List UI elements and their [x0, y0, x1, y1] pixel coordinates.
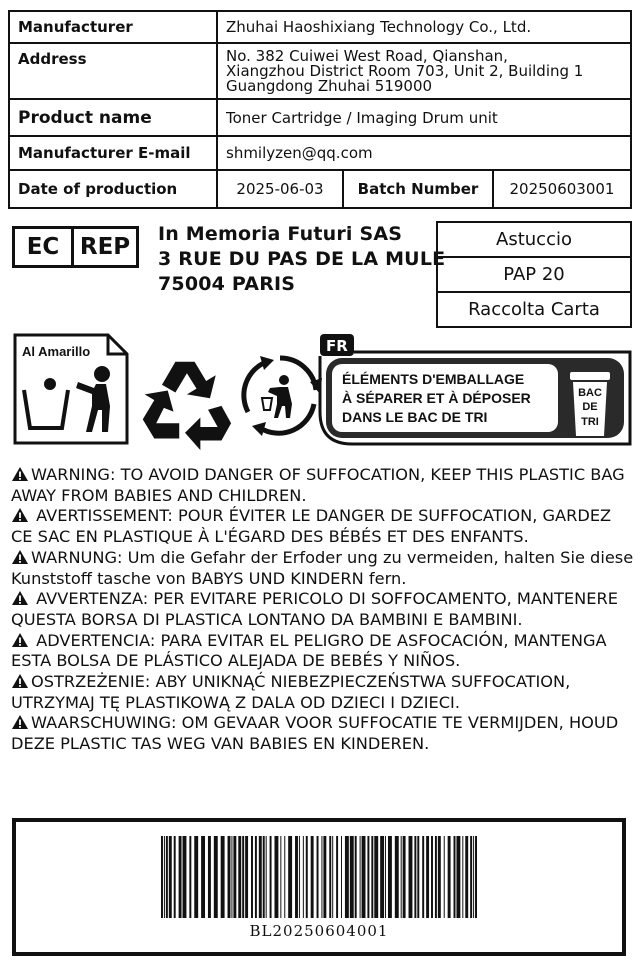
warning-it-text: AVVERTENZA: PER EVITARE PERICOLO DI SOFFOCAMENTO, MANTENERE QUESTA BORSA DI PLASTICA LONTANO DA BAMBINI E BAMBINI.: [11, 589, 618, 629]
barcode-bar: [189, 836, 191, 918]
recycling-symbols-row: [12, 332, 632, 450]
barcode-bar: [475, 836, 477, 918]
barcode-bar: [470, 836, 472, 918]
rep-line-1: In Memoria Futuri SAS: [158, 223, 403, 245]
manufacturer-value: Zhuhai Haoshixiang Technology Co., Ltd.: [217, 11, 631, 43]
address-line-2: Xiangzhou District Room 703, Unit 2, Building 1: [226, 61, 584, 80]
barcode-bar: [161, 836, 163, 918]
triman-country: FR: [326, 337, 348, 355]
bin-line-2: DE: [582, 401, 598, 413]
barcode-bar: [274, 836, 278, 918]
barcode-bar: [263, 836, 265, 918]
barcode-bar: [311, 836, 314, 918]
barcode-bar: [231, 836, 232, 918]
barcode-bar: [303, 836, 304, 918]
barcode-bar: [444, 836, 445, 918]
barcode-bar: [380, 836, 384, 918]
triman-line-1: ÉLÉMENTS D'EMBALLAGE: [342, 371, 525, 387]
barcode-bar: [299, 836, 300, 918]
barcode-bar: [385, 836, 386, 918]
barcode-bar: [266, 836, 267, 918]
row-address: [9, 43, 631, 99]
warning-triangle-icon: [11, 714, 29, 730]
barcode-bar: [388, 836, 392, 918]
barcode-bar: [332, 836, 333, 918]
barcode-bar: [362, 836, 366, 918]
suffocation-warnings: [11, 465, 636, 755]
barcode-bar: [166, 836, 168, 918]
barcode-bar: [336, 836, 338, 918]
barcode-icon: [161, 836, 477, 918]
rep-line-2: 3 RUE DU PAS DE LA MULE: [158, 248, 446, 270]
al-amarillo-icon: [12, 332, 130, 446]
barcode-bar: [371, 836, 373, 918]
packaging-material-table: [436, 221, 632, 328]
tidyman-recycle-icon: [236, 352, 324, 436]
barcode-bar: [374, 836, 378, 918]
barcode-bar: [350, 836, 354, 918]
barcode-bar: [201, 836, 205, 918]
barcode-bar: [422, 836, 424, 918]
warning-de-text: WARNUNG: Um die Gefahr der Erfoder ung zu vermeiden, halten Sie diese Kunststoff tasche von BABYS UND KINDERN fern.: [11, 547, 634, 588]
row-product: [9, 99, 631, 136]
warning-triangle-icon: [11, 466, 29, 482]
barcode-bar: [221, 836, 225, 918]
barcode-bar: [251, 836, 253, 918]
warning-de: [11, 548, 636, 589]
barcode-bar: [284, 836, 285, 918]
warning-en-text: WARNING: TO AVOID DANGER OF SUFFOCATION, KEEP THIS PLASTIC BAG AWAY FROM BABIES AND CHILDREN.: [11, 465, 625, 505]
barcode-bar: [288, 836, 292, 918]
barcode-bar: [360, 836, 361, 918]
rep-line-3: 75004 PARIS: [158, 273, 296, 295]
barcode-bar: [465, 836, 468, 918]
barcode-bar: [462, 836, 463, 918]
barcode-bar: [341, 836, 342, 918]
barcode-bar: [228, 836, 231, 918]
warning-triangle-icon: [11, 673, 29, 689]
barcode-bar: [179, 836, 182, 918]
barcode-bar: [403, 836, 406, 918]
product-value: Toner Cartridge / Imaging Drum unit: [217, 99, 631, 136]
product-info-table: [8, 10, 632, 209]
barcode-bar: [329, 836, 331, 918]
eu-representative-address: [158, 222, 445, 297]
barcode-bar: [367, 836, 369, 918]
recycle-icon: [136, 356, 234, 452]
manufacturer-label: Manufacturer: [9, 11, 217, 43]
warning-es-text: ADVERTENCIA: PARA EVITAR EL PELIGRO DE ASFOCACIÓN, MANTENGA ESTA BOLSA DE PLÁSTICO ALEJADA DE BEBÉS Y NIÑOS.: [11, 630, 607, 671]
triman-line-3: DANS LE BAC DE TRI: [342, 409, 488, 425]
address-line-3: Guangdong Zhuhai 519000: [226, 76, 433, 95]
email-label: Manufacturer E-mail: [9, 136, 217, 170]
barcode-bar: [414, 836, 416, 918]
barcode-bar: [214, 836, 218, 918]
material-pap20: PAP 20: [437, 257, 631, 292]
warning-triangle-icon: [11, 507, 29, 523]
barcode-panel: [12, 818, 626, 956]
barcode-bar: [323, 836, 326, 918]
barcode-bar: [317, 836, 319, 918]
email-value: shmilyzen@qq.com: [217, 136, 631, 170]
warning-triangle-icon: [11, 590, 29, 606]
barcode-bar: [208, 836, 211, 918]
barcode-bar: [321, 836, 322, 918]
barcode-bar: [169, 836, 172, 918]
barcode-number: BL20250604001: [249, 922, 389, 940]
barcode-bar: [245, 836, 248, 918]
barcode-bar: [280, 836, 281, 918]
warning-triangle-icon: [11, 549, 29, 565]
batch-value: 20250603001: [493, 170, 631, 208]
warning-en: [11, 465, 636, 506]
warning-fr: [11, 506, 636, 547]
barcode-bar: [456, 836, 460, 918]
barcode-bar: [238, 836, 241, 918]
barcode-bar: [473, 836, 474, 918]
barcode-bar: [448, 836, 451, 918]
barcode-bar: [194, 836, 198, 918]
address-line-1: No. 382 Cuiwei West Road, Qianshan,: [226, 46, 508, 65]
address-label: Address: [9, 43, 217, 99]
warning-nl-text: WAARSCHUWING: OM GEVAAR VOOR SUFFOCATIE TE VERMIJDEN, HOUD DEZE PLASTIC TAS WEG VAN BABIES EN KINDEREN.: [11, 713, 619, 754]
material-raccolta: Raccolta Carta: [437, 292, 631, 327]
row-manufacturer: [9, 11, 631, 43]
barcode-bar: [454, 836, 456, 918]
al-amarillo-label: Al Amarillo: [22, 344, 91, 359]
batch-label: Batch Number: [343, 170, 493, 208]
barcode-bar: [306, 836, 308, 918]
row-email: [9, 136, 631, 170]
barcode-bar: [174, 836, 176, 918]
date-label: Date of production: [9, 170, 217, 208]
barcode-bar: [164, 836, 165, 918]
date-value: 2025-06-03: [217, 170, 343, 208]
triman-line-2: À SÉPARER ET À DÉPOSER: [342, 390, 531, 406]
barcode-bar: [435, 836, 437, 918]
warning-pl-text: OSTRZEŻENIE: ABY UNIKNĄĆ NIEBEZPIECZEŃSTWA SUFFOCATION, UTRZYMAJ TĘ PLASTIKOWĄ Z DALA OD DZIECI I DZIECI.: [11, 672, 571, 712]
triman-info-tri-icon: [318, 332, 634, 448]
barcode-bar: [255, 836, 257, 918]
address-value: [217, 43, 631, 99]
product-label: Product name: [9, 99, 217, 136]
warning-pl: [11, 672, 636, 713]
bin-line-1: BAC: [578, 387, 602, 399]
barcode-bar: [233, 836, 236, 918]
warning-nl: [11, 713, 636, 754]
barcode-bar: [438, 836, 441, 918]
barcode-bar: [259, 836, 262, 918]
barcode-bar: [417, 836, 419, 918]
barcode-bar: [355, 836, 357, 918]
warning-fr-text: AVERTISSEMENT: POUR ÉVITER LE DANGER DE SUFFOCATION, GARDEZ CE SAC EN PLASTIQUE À L'ÉGARD DES BÉBÉS ET DES ENFANTS.: [11, 506, 612, 547]
ec-box: EC: [12, 226, 74, 268]
warning-it: [11, 589, 636, 630]
material-astuccio: Astuccio: [437, 222, 631, 257]
row-date-batch: [9, 170, 631, 208]
rep-box: REP: [74, 226, 139, 268]
barcode-bar: [395, 836, 399, 918]
barcode-bar: [431, 836, 433, 918]
ec-rep-mark: [12, 226, 139, 268]
barcode-bar: [401, 836, 402, 918]
barcode-bar: [183, 836, 187, 918]
barcode-bar: [409, 836, 413, 918]
barcode-bar: [295, 836, 298, 918]
barcode-bar: [242, 836, 244, 918]
bin-line-3: TRI: [581, 416, 599, 428]
warning-es: [11, 631, 636, 672]
barcode-bar: [426, 836, 429, 918]
barcode-bar: [345, 836, 349, 918]
barcode-bar: [270, 836, 272, 918]
warning-triangle-icon: [11, 632, 29, 648]
